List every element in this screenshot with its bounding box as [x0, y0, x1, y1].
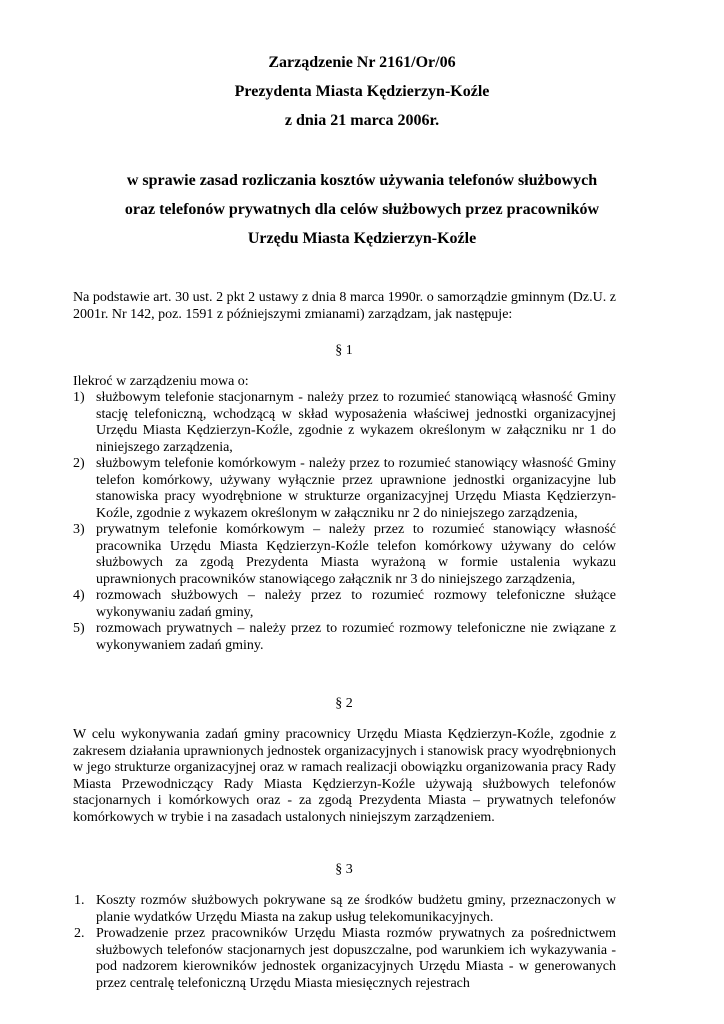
subject-line-3: Urzędu Miasta Kędzierzyn-Koźle [247, 230, 477, 247]
header-title: Zarządzenie Nr 2161/Or/06 [268, 54, 456, 71]
document-subject [0, 166, 724, 253]
document-header [0, 48, 724, 135]
list-item-text: rozmowach służbowych – należy przez to rozumieć rozmowy telefoniczne służące wykonywaniu zadań gminy, [96, 588, 616, 620]
section-1-definitions-list [73, 390, 616, 654]
list-item [73, 522, 616, 588]
section-1-intro: Ilekroć w zarządzeniu mowa o: [73, 374, 249, 389]
list-item-text: służbowym telefonie stacjonarnym - należy przez to rozumieć stanowiącą własność Gminy stację telefoniczną, wchodzącą w skład wyposażenia właściwej jednostki organizacyjnej Urzędu Miasta Kędzierzyn-Koźle, zgodnie z wykazem określonym w załączniku nr 1 do niniejszego zarządzenia, [96, 390, 616, 455]
header-date: z dnia 21 marca 2006r. [284, 112, 440, 129]
list-item [73, 456, 616, 522]
preamble-paragraph: Na podstawie art. 30 ust. 2 pkt 2 ustawy z dnia 8 marca 1990r. o samorządzie gminnym (Dz.U. z 2001r. Nr 142, poz. 1591 z późniejszymi zmianami) zarządzam, jak następuje: [73, 290, 616, 322]
list-item-number: 2. [74, 926, 85, 941]
list-item [73, 893, 616, 926]
section-3-mark: § 3 [335, 862, 353, 877]
list-item-number: 1) [73, 390, 85, 405]
list-item [73, 621, 616, 654]
list-item-number: 3) [73, 522, 85, 537]
list-item [73, 588, 616, 621]
list-item-text: rozmowach prywatnych – należy przez to rozumieć rozmowy telefoniczne nie związane z wykonywaniem zadań gminy. [96, 621, 616, 653]
list-item-text: prywatnym telefonie komórkowym – należy przez to rozumieć stanowiący własność pracownika Urzędu Miasta Kędzierzyn-Koźle telefon komórkowy używany do celów służbowych za zgodą Prezydenta Miasta wyrażoną w formie ustalenia wykazu uprawnionych pracowników stanowiącego załącznik nr 3 do niniejszego zarządzenia, [96, 522, 616, 587]
list-item-number: 2) [73, 456, 85, 471]
list-item-number: 4) [73, 588, 85, 603]
section-1-mark: § 1 [335, 343, 353, 358]
section-3-list [73, 893, 616, 992]
subject-line-2: oraz telefonów prywatnych dla celów służbowych przez pracowników [124, 201, 600, 218]
list-item-number: 1. [74, 893, 85, 908]
list-item-text: Koszty rozmów służbowych pokrywane są ze środków budżetu gminy, przeznaczonych w planie wydatków Urzędu Miasta na zakup usług telekomunikacyjnych. [96, 893, 616, 925]
header-issuer: Prezydenta Miasta Kędzierzyn-Koźle [234, 83, 490, 100]
list-item-number: 5) [73, 621, 85, 636]
list-item-text: służbowym telefonie komórkowym - należy przez to rozumieć stanowiący własność Gminy telefon komórkowy, używany wyłącznie przez uprawnione jednostki organizacyjne lub stanowiska pracy wyodrębnione w strukturze organizacyjnej Urzędu Miasta Kędzierzyn-Koźle, zgodnie z wykazem określonym w załączniku nr 2 do niniejszego zarządzenia, [96, 456, 616, 521]
section-2-mark: § 2 [335, 696, 353, 711]
list-item [73, 926, 616, 992]
list-item-text: Prowadzenie przez pracowników Urzędu Miasta rozmów prywatnych za pośrednictwem służbowych telefonów stacjonarnych jest dopuszczalne, pod warunkiem ich wykazywania - pod nadzorem kierowników jednostek organizacyjnych Urzędu Miasta - w generowanych przez centralę telefoniczną Urzędu Miasta miesięcznych rejestrach [96, 926, 616, 991]
list-item [73, 390, 616, 456]
section-2-paragraph: W celu wykonywania zadań gminy pracownicy Urzędu Miasta Kędzierzyn-Koźle, zgodnie z zakresem działania uprawnionych jednostek organizacyjnych i stanowisk pracy wyodrębnionych w jego strukturze organizacyjnej oraz w ramach realizacji obowiązku organizowania pracy Rady Miasta Przewodniczący Rady Miasta Kędzierzyn-Koźle używają służbowych telefonów stacjonarnych i komórkowych oraz - za zgodą Prezydenta Miasta – prywatnych telefonów komórkowych w trybie i na zasadach ustalonych niniejszym zarządzeniem. [73, 727, 616, 825]
subject-line-1: w sprawie zasad rozliczania kosztów używania telefonów służbowych [126, 172, 598, 189]
